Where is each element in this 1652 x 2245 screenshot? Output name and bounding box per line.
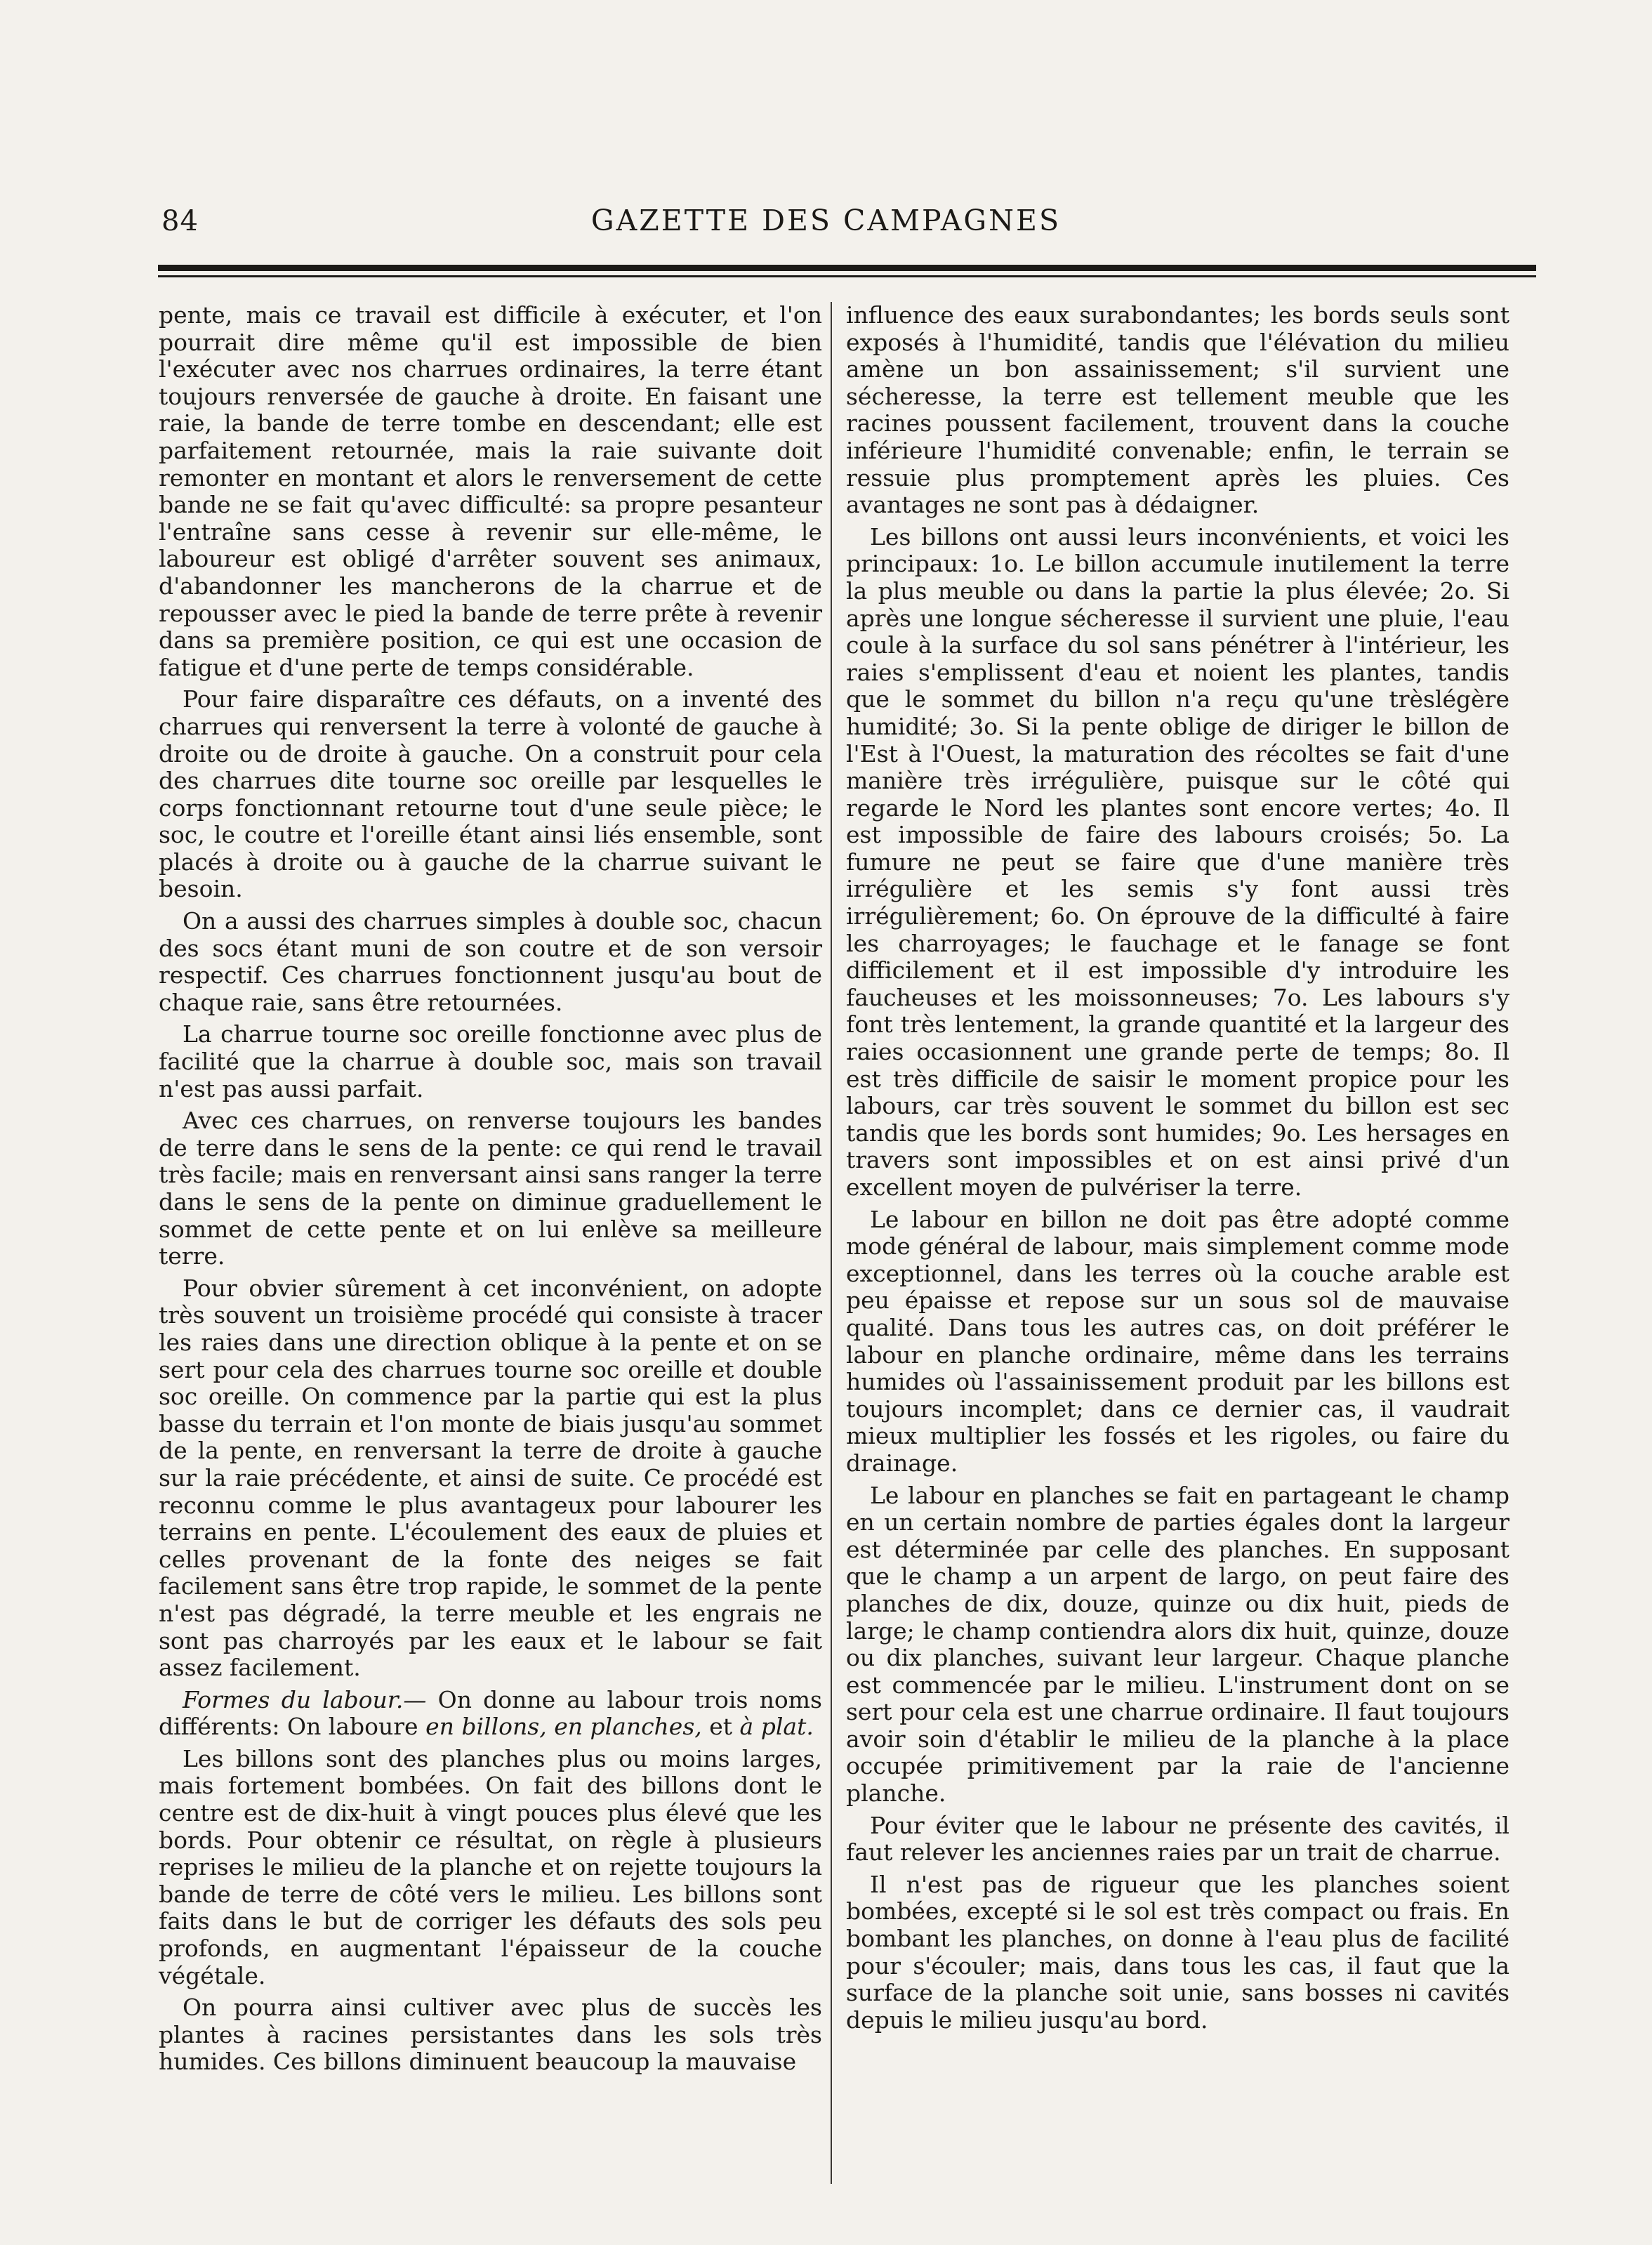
- header-rule-thin: [158, 275, 1536, 277]
- text-run: On donne au labour trois noms différents: On laboure: [159, 1685, 822, 1741]
- paragraph: La charrue tourne soc oreille fonctionne avec plus de facilité que la charrue à double soc, mais son travail n'est pas aussi parfait.: [159, 1020, 822, 1102]
- text-run-italic: à plat.: [739, 1713, 814, 1741]
- paragraph-formes-du-labour: [159, 1687, 822, 1741]
- section-heading: Formes du labour.—: [183, 1685, 427, 1713]
- paragraph: Il n'est pas de rigueur que les planches soient bombées, excepté si le sol est très compact ou frais. En bombant les planches, on donne à l'eau plus de facilité pour s'écouler; mais, dans tous les cas, il faut que la surface de la planche soit unie, sans bosses ni cavités depuis le milieu jusqu'au bord.: [846, 1870, 1509, 2034]
- paragraph: On a aussi des charrues simples à double soc, chacun des socs étant muni de son coutre et de son versoir respectif. Ces charrues fonctionnent jusqu'au bout de chaque raie, sans être retournées.: [159, 907, 822, 1016]
- paragraph: influence des eaux surabondantes; les bords seuls sont exposés à l'humidité, tandis que l'élévation du milieu amène un bon assainissement; s'il survient une sécheresse, la terre est tellement meuble que les racines poussent facilement, trouvent dans la couche inférieure l'humidité convenable; enfin, le terrain se ressuie plus promptement après les pluies. Ces avantages ne sont pas à dédaigner.: [846, 301, 1509, 519]
- paragraph: Pour éviter que le labour ne présente des cavités, il faut relever les anciennes raies par un trait de charrue.: [846, 1811, 1509, 1867]
- text-run: et: [701, 1713, 740, 1741]
- header-rule-thick: [158, 265, 1536, 271]
- paragraph: pente, mais ce travail est difficile à exécuter, et l'on pourrait dire même qu'il est impossible de bien l'exécuter avec nos charrues ordinaires, la terre étant toujours renversée de gauche à droite. En faisant une raie, la bande de terre tombe en descendant; elle est parfaitement retournée, mais la raie suivante doit remonter en montant et alors le renversement de cette bande ne se fait qu'avec difficulté: sa propre pesanteur l'entraîne sans cesse à revenir sur elle-même, le laboureur est obligé d'arrêter souvent ses animaux, d'abandonner les mancherons de la charrue et de repousser avec le pied la bande de terre prête à revenir dans sa première position, ce qui est une occasion de fatigue et d'une perte de temps considérable.: [159, 301, 822, 681]
- running-title: GAZETTE DES CAMPAGNES: [590, 204, 1062, 237]
- right-column: [846, 302, 1509, 2039]
- paragraph: Avec ces charrues, on renverse toujours les bandes de terre dans le sens de la pente: ce qui rend le travail très facile; mais en renversant ainsi sans ranger la terre dans le sens de la pente on diminue graduellement le sommet de cette pente et on lui enlève sa meilleure terre.: [159, 1107, 822, 1270]
- left-column: [159, 302, 822, 2081]
- paragraph: Le labour en billon ne doit pas être adopté comme mode général de labour, mais simplement comme mode exceptionnel, dans les terres où la couche arable est peu épaisse et repose sur un sous sol de mauvaise qualité. Dans tous les autres cas, on doit préférer le labour en planche ordinaire, même dans les terrains humides où l'assainissement produit par les billons est toujours incomplet; dans ce dernier cas, il vaudrait mieux multiplier les fossés et les rigoles, ou faire du drainage.: [846, 1205, 1509, 1477]
- paragraph: Pour faire disparaître ces défauts, on a inventé des charrues qui renversent la terre à volonté de gauche à droite ou de droite à gauche. On a construit pour cela des charrues dite tourne soc oreille par lesquelles le corps fonctionnant retourne tout d'une seule pièce; le soc, le coutre et l'oreille étant ainsi liés ensemble, sont placés à droite ou à gauche de la charrue suivant le besoin.: [159, 685, 822, 903]
- page-number: 84: [161, 205, 199, 237]
- column-divider: [831, 302, 832, 2184]
- paragraph: On pourra ainsi cultiver avec plus de succès les plantes à racines persistantes dans les sols très humides. Ces billons diminuent beaucoup la mauvaise: [159, 1994, 822, 2076]
- paragraph: Les billons sont des planches plus ou moins larges, mais fortement bombées. On fait des billons dont le centre est de dix-huit à vingt pouces plus élevé que les bords. Pour obtenir ce résultat, on règle à plusieurs reprises le milieu de la planche et on rejette toujours la bande de terre de côté vers le milieu. Les billons sont faits dans le but de corriger les défauts des sols peu profonds, en augmentant l'épaisseur de la couche végétale.: [159, 1744, 822, 1989]
- paragraph: Pour obvier sûrement à cet inconvénient, on adopte très souvent un troisième procédé qui consiste à tracer les raies dans une direction oblique à la pente et on se sert pour cela des charrues tourne soc oreille et double soc oreille. On commence par la partie qui est la plus basse du terrain et l'on monte de biais jusqu'au sommet de la pente, en renversant la terre de droite à gauche sur la raie précédente, et ainsi de suite. Ce procédé est reconnu comme le plus avantageux pour labourer les terrains en pente. L'écoulement des eaux de pluies et celles provenant de la fonte des neiges se fait facilement sans être trop rapide, le sommet de la pente n'est pas dégradé, la terre meuble et les engrais ne sont pas charroyés par les eaux et le labour se fait assez facilement.: [159, 1274, 822, 1682]
- text-run-italic: en billons, en planches,: [425, 1713, 702, 1741]
- paragraph: Le labour en planches se fait en partageant le champ en un certain nombre de parties égales dont la largeur est déterminée par celle des planches. En supposant que le champ a un arpent de largo, on peut faire des planches de dix, douze, quinze ou dix huit, pieds de large; le champ contiendra alors dix huit, quinze, douze ou dix planches, suivant leur largeur. Chaque planche est commencée par le milieu. L'instrument dont on se sert pour cela est une charrue ordinaire. Il faut toujours avoir soin d'établir le milieu de la planche à la place occupée primitivement par la raie de l'ancienne planche.: [846, 1481, 1509, 1808]
- paragraph: Les billons ont aussi leurs inconvénients, et voici les principaux: 1o. Le billon accumule inutilement la terre la plus meuble ou dans la partie la plus élevée; 2o. Si après une longue sécheresse il survient une pluie, l'eau coule à la surface du sol sans pénétrer à l'intérieur, les raies s'emplissent d'eau et noient les plantes, tandis que le sommet du billon n'a reçu qu'une trèslégère humidité; 3o. Si la pente oblige de diriger le billon de l'Est à l'Ouest, la maturation des récoltes se fait d'une manière très irrégulière, puisque sur le côté qui regarde le Nord les plantes sont encore vertes; 4o. Il est impossible de faire des labours croisés; 5o. La fumure ne peut se faire que d'une manière très irrégulière et les semis s'y font aussi très irrégulièrement; 6o. On éprouve de la difficulté à faire les charroyages; le fauchage et le fanage se font difficilement et il est impossible d'y introduire les faucheuses et les moissonneuses; 7o. Les labours s'y font très lentement, la grande quantité et la largeur des raies occasionnent une grande perte de temps; 8o. Il est très difficile de saisir le moment propice pour les labours, car très souvent le sommet du billon est sec tandis que les bords sont humides; 9o. Les hersages en travers sont impossibles et on est ainsi privé d'un excellent moyen de pulvériser la terre.: [846, 522, 1509, 1201]
